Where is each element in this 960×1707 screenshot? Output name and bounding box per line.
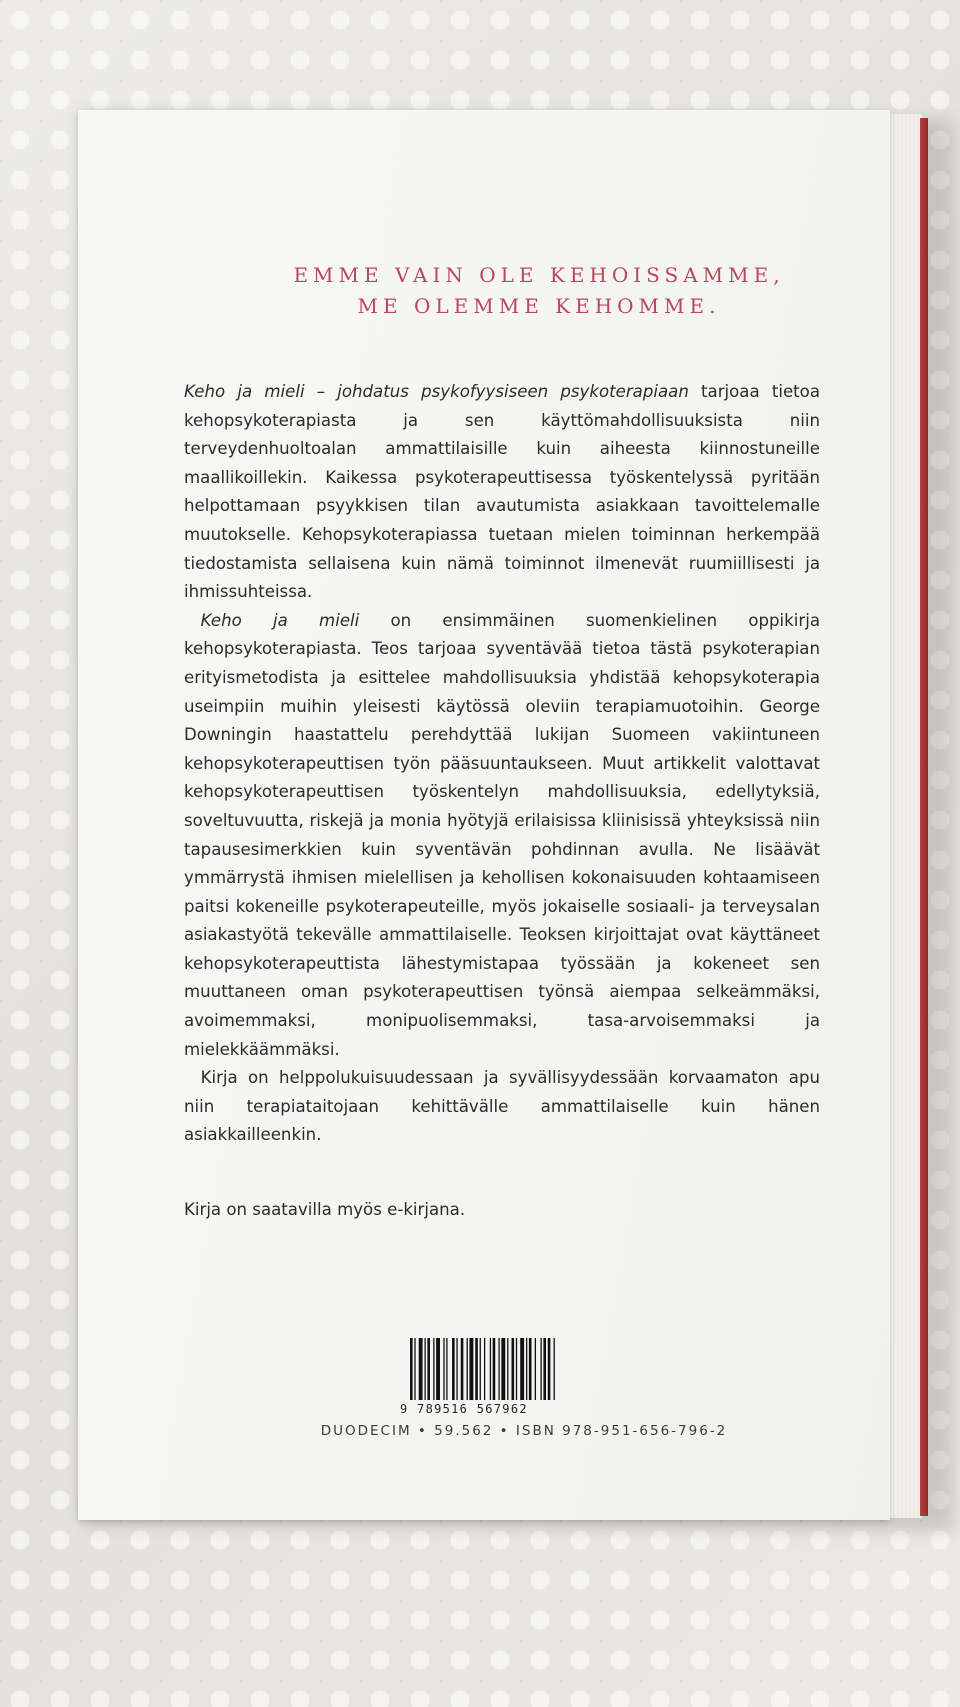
barcode-bar [507,1338,508,1400]
barcode-bar [443,1338,444,1400]
barcode-bar [554,1338,555,1400]
barcode-bar [480,1338,481,1400]
blurb-paragraph-3 [184,1064,820,1150]
barcode-bar [484,1338,485,1400]
barcode-bar [414,1338,415,1400]
barcode-bar [469,1338,473,1400]
barcode-bar [490,1338,491,1400]
book-title-short-italic: Keho ja mieli [200,610,360,630]
barcode-bar [493,1338,496,1400]
barcode-bar [501,1338,505,1400]
barcode-bar [433,1338,434,1400]
blurb-paragraph-1 [184,378,820,607]
blurb-paragraph-2-text: on ensimmäinen suomenkielinen oppikirja kehopsykoterapiasta. Teos tarjoaa syventävää tietoa tästä psykoterapian erityismetodista ja esittelee mahdollisuuksia yhdistää kehopsykoterapia useimpiin muihin yleisesti käytössä oleviin terapiamuotoihin. George Downingin haastattelu perehdyttää lukijan Suomeen vakiintuneen kehopsykoterapeuttisen työn pääsuuntaukseen. Muut artikkelit valottavat kehopsykoterapeuttisen työskentelyn mahdollisuuksia, edellytyksiä, soveltuvuutta, riskejä ja monia hyötyjä erilaisissa kliinisissä yhteyksissä niin tapausesimerkkien kuin syventävän pohdinnan avulla. Ne lisäävät ymmärrystä ihmisen mielellisen ja kehollisen kokonaisuuden kohtaamiseen paitsi kokeneille psykoterapeuteille, myös jokaiselle sosiaali- ja terveysalan asiakastyötä tekevälle ammattilaiselle. Teoksen kirjoittajat ovat käyttäneet kehopsykoterapeuttista lähestymistapaa työssään ja kokeneet sen muuttaneen oman psykoterapeuttisen työnsä aiempaa selkeämmäksi, avoimemmaksi, monipuolisemmaksi, tasa-arvoisemmaksi ja mielekkäämmäksi. [184,610,820,1059]
barcode-bar [427,1338,430,1400]
blurb-paragraph-2 [184,607,820,1065]
barcode-icon [408,1338,604,1400]
barcode-bar [498,1338,499,1400]
tagline-line-1: EMME VAIN OLE KEHOISSAMME, [293,263,785,287]
barcode-bar [526,1338,527,1400]
barcode-bar [512,1338,515,1400]
book-back-cover [78,110,890,1520]
barcode-bar [475,1338,478,1400]
barcode-bar [548,1338,551,1400]
blurb-text [184,378,820,1150]
barcode-bar [467,1338,468,1400]
tagline-line-2: ME OLEMME KEHOMME. [357,294,721,318]
red-spine-edge [920,118,928,1516]
barcode-bar [543,1338,546,1400]
barcode-bar [516,1338,517,1400]
tagline [78,260,890,322]
barcode-digits: 9 789516 567962 [400,1402,528,1416]
barcode-bar [419,1338,423,1400]
barcode-bar [410,1338,413,1400]
publisher-isbn-text: DUODECIM • 59.562 • ISBN 978-951-656-796-2 [320,1423,728,1439]
barcode-bar [529,1338,532,1400]
blurb-paragraph-1-text: tarjoaa tietoa kehopsykoterapiasta ja sen käyttömahdollisuuksista niin terveydenhuoltoalan ammattilaisille kuin aiheesta kiinnostuneille maallikoillekin. Kaikessa psykoterapeuttisessa työskentelyssä pyritään helpottamaan psyykkisen tilan avautumista asiakkaan tavoittelemalle muutokselle. Kehopsykoterapiassa tuetaan mielen toiminnan herkempää tiedostamista sellaisena kuin nämä toiminnot ilmenevät ruumiillisesti ja ihmissuhteissa. [184,382,820,602]
barcode-bar [436,1338,440,1400]
barcode-bar [446,1338,447,1400]
barcode-bar [452,1338,455,1400]
barcode-bar [456,1338,457,1400]
barcode-bar [520,1338,524,1400]
barcode-bar [535,1338,536,1400]
ebook-availability-note: Kirja on saatavilla myös e-kirjana. [184,1200,466,1219]
barcode-bar [461,1338,464,1400]
publisher-isbn-line [78,1423,890,1439]
barcode-bar [425,1338,426,1400]
barcode-bar [541,1338,542,1400]
blurb-paragraph-3-text: Kirja on helppolukuisuudessaan ja syvällisyydessään korvaamaton apu niin terapiataitojaan kehittävälle ammattilaiselle kuin hänen asiakkailleenkin. [184,1068,820,1145]
book-title-italic: Keho ja mieli – johdatus psykofyysiseen psykoterapiaan [184,382,689,401]
